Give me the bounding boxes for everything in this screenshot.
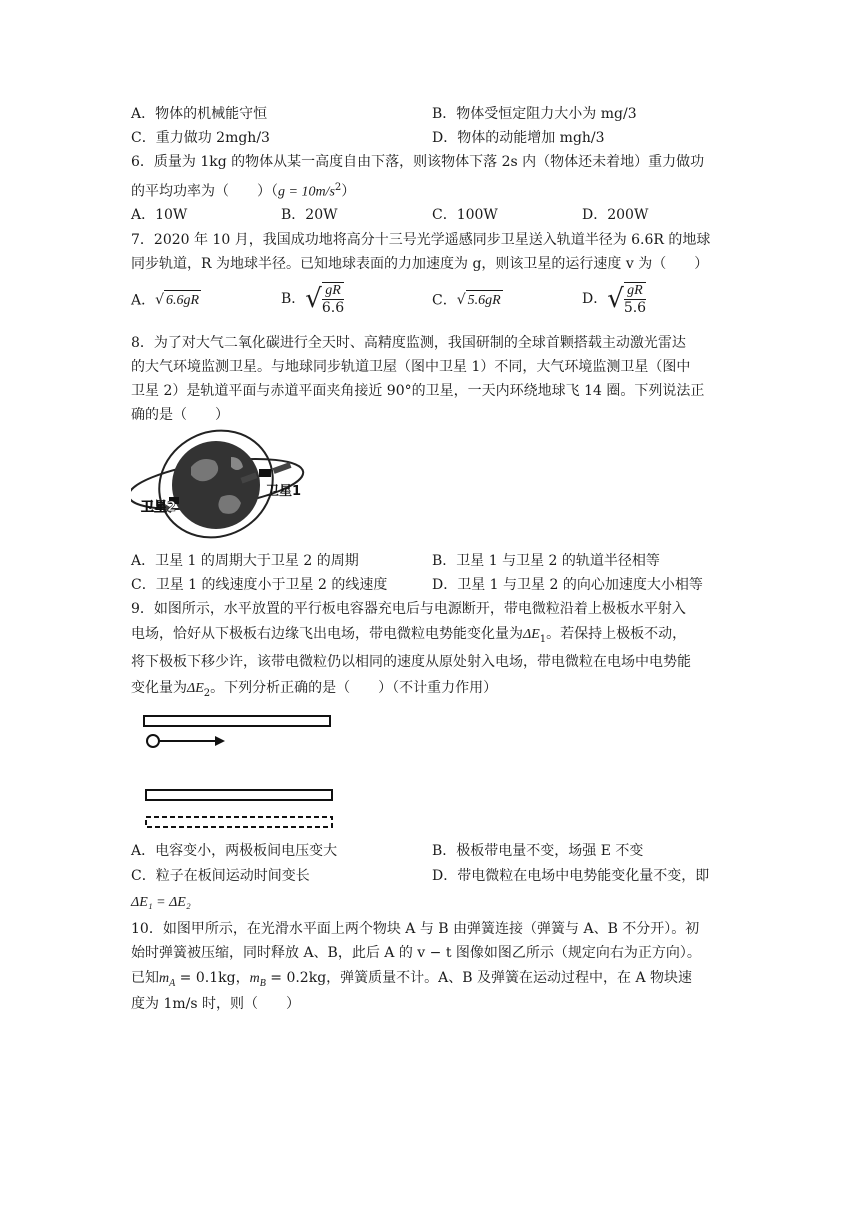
sqrt-symbol: √ $\frac{gR}{6.6}$	[305, 283, 345, 316]
sqrt-symbol: √ 5.6gR	[457, 290, 503, 311]
q6-option-d: D．200W	[582, 207, 649, 223]
q10-stem-line2: 始时弹簧被压缩，同时释放 A、B，此后 A 的 v − t 图像如图乙所示（规定向右为正方向）。	[131, 945, 701, 961]
q6-stem-line2: 的平均功率为（ ）$(g = 10m/s^2)$	[131, 182, 356, 200]
q5-option-a: A．物体的机械能守恒	[131, 106, 268, 122]
earth-icon	[172, 441, 260, 529]
q8-option-a: A．卫星 1 的周期大于卫星 2 的周期	[131, 553, 359, 569]
q8-stem-line4: 确的是（ ）	[131, 407, 229, 423]
q8-option-b: B．卫星 1 与卫星 2 的轨道半径相等	[432, 553, 660, 569]
lower-plate	[146, 790, 332, 800]
q10-stem-line1: 10．如图甲所示，在光滑水平面上两个物块 A 与 B 由弹簧连接（弹簧与 A、B 不分开）。初	[131, 921, 700, 937]
q6-option-c: C．100W	[432, 207, 498, 223]
upper-plate	[144, 716, 330, 726]
sqrt-symbol: √ 6.6gR	[155, 290, 201, 311]
q9-stem-line1: 9．如图所示，水平放置的平行板电容器充电后与电源断开，带电微粒沿着上极板水平射入	[131, 601, 686, 617]
q5-option-b: B．物体受恒定阻力大小为 mg/3	[432, 106, 637, 122]
q7-stem-line1: 7．2020 年 10 月，我国成功地将高分十三号光学遥感同步卫星送入轨道半径为 6.6R 的地球	[131, 232, 711, 248]
q9-option-d-equation: ΔE₁ = ΔE₂	[131, 895, 191, 910]
q7-stem-line2: 同步轨道，R 为地球半径。已知地球表面的力加速度为 g，则该卫星的运行速度 v 为（ ）	[131, 256, 709, 272]
capacitor-figure	[131, 703, 341, 835]
q9-option-a: A．电容变小，两极板间电压变大	[131, 843, 338, 859]
satellite-1-label: 卫星1	[266, 484, 302, 499]
q7-option-b: B．√ $\frac{gR}{6.6}$	[281, 283, 345, 316]
q9-option-d: D．带电微粒在电场中电势能变化量不变，即	[432, 868, 710, 884]
q9-stem-line3: 将下极板下移少许，该带电微粒仍以相同的速度从原处射入电场，带电微粒在电场中电势能	[131, 654, 691, 670]
q6-option-b: B．20W	[281, 207, 338, 223]
q8-stem-line2: 的大气环境监测卫星。与地球同步轨道卫屋（图中卫星 1）不同，大气环境监测卫星（图中	[131, 359, 691, 375]
q6-stem-line1: 6．质量为 1kg 的物体从某一高度自由下落，则该物体下落 2s 内（物体还未着地）重力做功	[131, 154, 705, 170]
sqrt-symbol: √ $\frac{gR}{5.6}$	[607, 283, 647, 316]
q9-option-c: C．粒子在板间运动时间变长	[131, 868, 310, 884]
q7-option-c: C．√ 5.6gR	[432, 290, 503, 316]
q8-option-d: D．卫星 1 与卫星 2 的向心加速度大小相等	[432, 577, 703, 593]
q10-stem-line4: 度为 1m/s 时，则（ ）	[131, 996, 300, 1012]
q7-option-a: A．√ 6.6gR	[131, 290, 201, 316]
charged-particle	[147, 735, 159, 747]
lower-plate-moved	[146, 817, 332, 827]
q6-option-a: A．10W	[131, 207, 188, 223]
q10-stem-line3: 已知$m_A = 0.1kg$，$m_B = 0.2kg$，弹簧质量不计。A、B 及弹簧在运动过程中，在 A 物块速	[131, 970, 693, 989]
q8-stem-line1: 8．为了对大气二氧化碳进行全天时、高精度监测，我国研制的全球首颗搭载主动激光雷达	[131, 335, 686, 351]
q8-stem-line3: 卫星 2）是轨道平面与赤道平面夹角接近 90°的卫星，一天内环绕地球飞 14 圈。下列说法正	[131, 383, 705, 399]
q8-option-c: C．卫星 1 的线速度小于卫星 2 的线速度	[131, 577, 388, 593]
q9-stem-line4: 变化量为$\Delta E_2$。下列分析正确的是（ ）（不计重力作用）	[131, 680, 498, 699]
q9-stem-line2: 电场，恰好从下极板右边缘飞出电场，带电微粒电势能变化量为$\Delta E_1$。若保持上极板不动，	[131, 626, 687, 645]
q5-option-d: D．物体的动能增加 mgh/3	[432, 130, 605, 146]
q9-option-b: B．极板带电量不变，场强 E 不变	[432, 843, 644, 859]
satellite-2-label: 卫星2	[141, 500, 177, 515]
q5-option-c: C．重力做功 2mgh/3	[131, 130, 270, 146]
q7-option-d: D．√ $\frac{gR}{5.6}$	[582, 283, 647, 316]
satellite-figure	[131, 427, 311, 542]
